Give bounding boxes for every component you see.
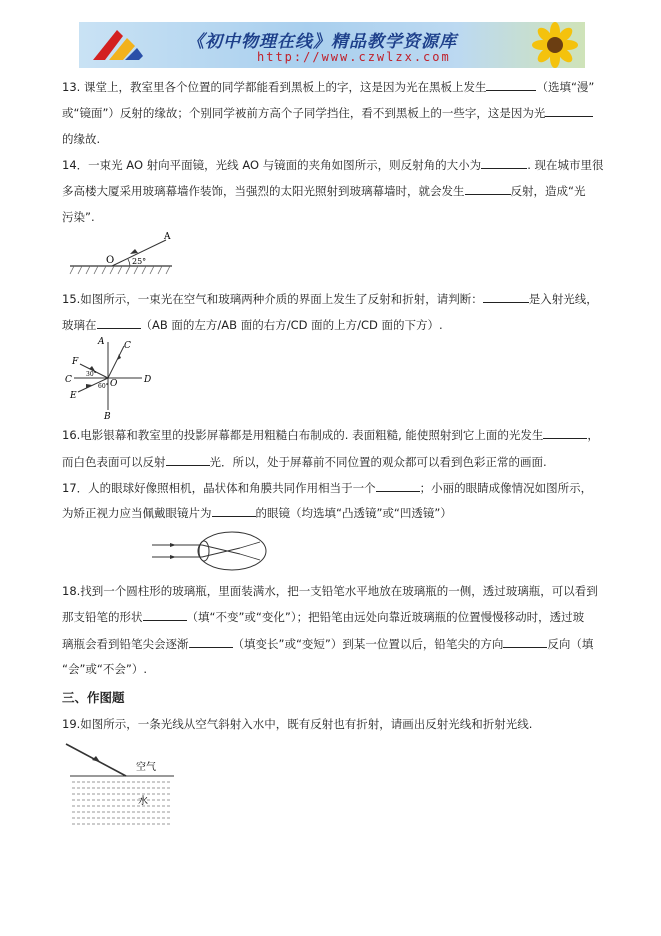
q15-label-b: B	[104, 412, 111, 420]
q18-line2: 那支铅笔的形状 （填“不变”或“变化”）；把铅笔由远处向靠近玻璃瓶的位置慢慢移动时，透过玻	[62, 610, 585, 624]
q14-blank1[interactable]	[481, 158, 527, 169]
q13-line2: 或“镜面”）反射的缘故；个别同学被前方高个子同学挡住，看不到黑板上的一些字，这是因为光	[62, 106, 593, 120]
q16-blank2[interactable]	[166, 455, 210, 466]
header-url: http://www.czwlzx.com	[257, 50, 451, 64]
q14-blank2[interactable]	[465, 184, 511, 195]
q14-line1: 14．一束光 AO 射向平面镜，光线 AO 与镜面的夹角如图所示，则反射角的大小为 . 现在城市里很	[62, 158, 604, 172]
q15-label-a: A	[98, 337, 105, 347]
q17-blank2[interactable]	[212, 506, 256, 517]
q15-angle2: 60°	[98, 383, 109, 390]
q13-line1: 13. 课堂上，教室里各个位置的同学都能看到黑板上的字，这是因为光在黑板上发生 （选填“漫”	[62, 80, 595, 94]
q19-figure	[62, 740, 182, 828]
header-title: 《初中物理在线》精品教学资源库	[187, 32, 457, 52]
q18-line4: “会”或“不会”）.	[62, 662, 147, 676]
q19-air-label: 空气	[136, 762, 156, 773]
q17-line2: 为矫正视力应当佩戴眼镜片为 的眼镜（均选填“凸透镜”或“凹透镜”）	[62, 506, 452, 520]
q14-angle: 25°	[132, 257, 147, 266]
sunflower-icon	[523, 22, 583, 68]
q15-label-c: C	[65, 375, 72, 385]
q15-label-c2: C	[124, 341, 131, 351]
q15-label-d: D	[144, 375, 152, 385]
q18-blank1[interactable]	[143, 610, 187, 621]
q18-line3: 璃瓶会看到铅笔尖会逐渐 （填变长”或“变短”）到某一位置以后，铅笔尖的方向 反向（填	[62, 637, 594, 651]
q18-line1: 18.找到一个圆柱形的玻璃瓶，里面装满水，把一支铅笔水平地放在玻璃瓶的一侧，透过玻璃瓶，可以看到	[62, 584, 598, 598]
q19-water-label: 水	[138, 796, 148, 807]
q16-blank1[interactable]	[543, 428, 587, 439]
logo-icon	[87, 26, 145, 64]
q18-blank2[interactable]	[189, 637, 233, 648]
q16-line1: 16.电影银幕和教室里的投影屏幕都是用粗糙白布制成的. 表面粗糙, 能使照射到它上面的光发生 ，	[62, 428, 599, 442]
q14-line2: 多高楼大厦采用玻璃幕墙作装饰，当强烈的太阳光照射到玻璃幕墙时，就会发生 反射，造成“光	[62, 184, 586, 198]
q15-figure	[64, 336, 158, 420]
q15-line2: 玻璃在 （AB 面的左方/AB 面的右方/CD 面的上方/CD 面的下方）.	[62, 318, 443, 332]
header-banner	[79, 22, 585, 68]
q15-line1: 15.如图所示，一束光在空气和玻璃两种介质的界面上发生了反射和折射，请判断： 是入射光线，	[62, 292, 598, 306]
q14-label-o: O	[106, 255, 115, 266]
q18-blank3[interactable]	[503, 637, 547, 648]
q15-blank2[interactable]	[97, 318, 141, 329]
q13-blank1[interactable]	[486, 80, 536, 91]
q14-figure	[68, 228, 178, 280]
q15-blank1[interactable]	[483, 292, 529, 303]
q16-line2: 而白色表面可以反射 光．所以，处于屏幕前不同位置的观众都可以看到色彩正常的画面.	[62, 455, 547, 469]
q15-label-o: O	[110, 379, 118, 389]
q19-line1: 19.如图所示，一条光线从空气斜射入水中，既有反射也有折射，请画出反射光线和折射光线.	[62, 717, 533, 731]
q17-blank1[interactable]	[376, 481, 420, 492]
section-title: 三、作图题	[62, 690, 125, 705]
q15-angle1: 30°	[86, 371, 97, 378]
eye-figure	[150, 530, 286, 572]
q14-line3: 污染”.	[62, 210, 95, 224]
q17-line1: 17．人的眼球好像照相机，晶状体和角膜共同作用相当于一个 ；小丽的眼睛成像情况如图所示，	[62, 481, 593, 495]
q15-label-f: F	[72, 357, 79, 367]
q13-blank2[interactable]	[545, 106, 593, 117]
q15-label-e: E	[70, 391, 77, 401]
q14-label-a: A	[164, 232, 171, 242]
q13-line3: 的缘故.	[62, 132, 101, 146]
